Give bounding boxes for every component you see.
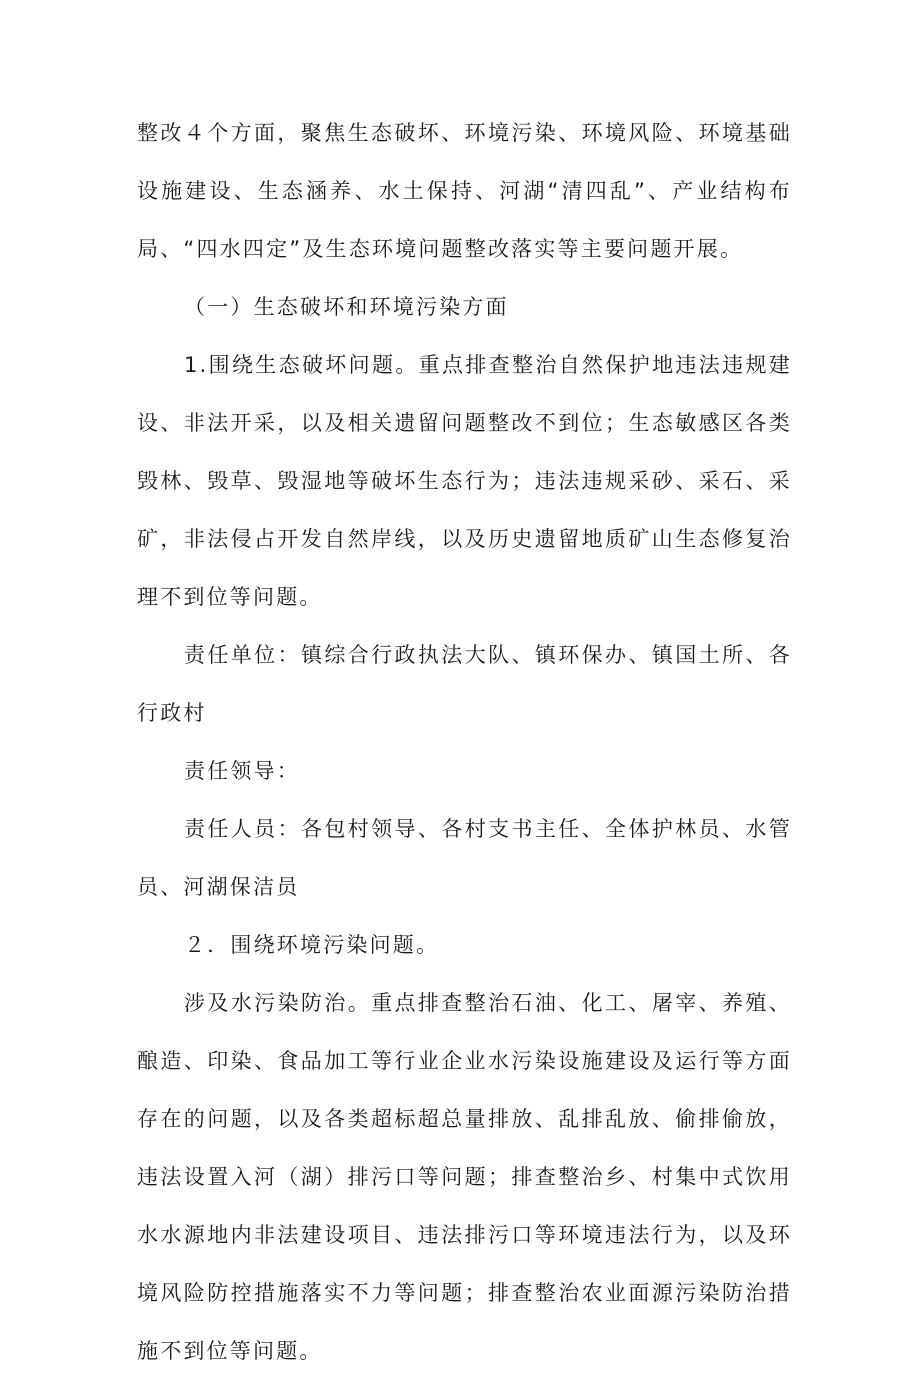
section-heading: （一）生态破坏和环境污染方面 [184, 295, 509, 319]
paragraph-environmental-pollution: ２．围绕环境污染问题。 [184, 933, 440, 957]
paragraph-responsible-personnel: 责任人员：各包村领导、各村支书主任、全体护林员、水管员、河湖保洁员 [137, 817, 792, 899]
paragraph-responsible-leader: 责任领导： [184, 759, 300, 783]
paragraph-intro: 整改４个方面，聚焦生态破坏、环境污染、环境风险、环境基础设施建设、生态涵养、水土保持、河湖“清四乱”、产业结构布局、“四水四定”及生态环境问题整改落实等主要问题开展。 [137, 121, 792, 261]
paragraph-responsible-units: 责任单位：镇综合行政执法大队、镇环保办、镇国土所、各行政村 [137, 643, 792, 725]
paragraph-water-pollution: 涉及水污染防治。重点排查整治石油、化工、屠宰、养殖、酿造、印染、食品加工等行业企业水污染设施建设及运行等方面存在的问题，以及各类超标超总量排放、乱排乱放、偷排偷放，违法设置入河（湖）排污口等问题；排查整治乡、村集中式饮用水水源地内非法建设项目、违法排污口等环境违法行为，以及环境风险防控措施落实不力等问题；排查整治农业面源污染防治措施不到位等问题。 [137, 991, 792, 1363]
paragraph-ecological-damage: 1.围绕生态破坏问题。重点排查整治自然保护地违法违规建设、非法开采，以及相关遗留问题整改不到位；生态敏感区各类毁林、毁草、毁湿地等破坏生态行为；违法违规采砂、采石、采矿，非法侵占开发自然岸线，以及历史遗留地质矿山生态修复治理不到位等问题。 [137, 353, 792, 609]
